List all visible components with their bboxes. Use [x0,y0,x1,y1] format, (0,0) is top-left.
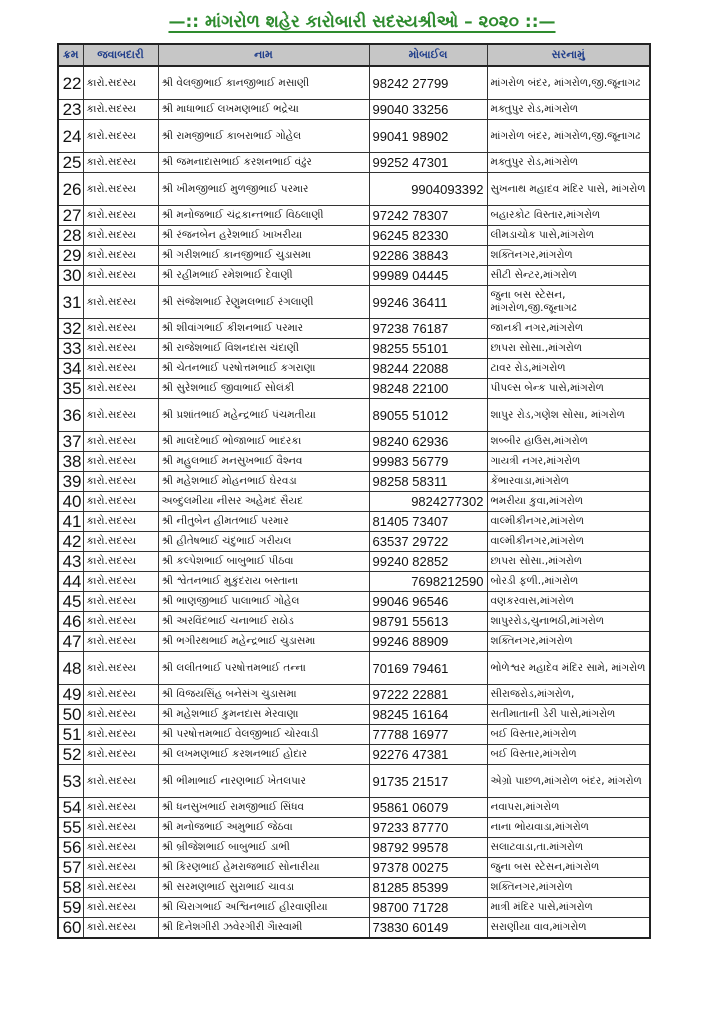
table-row [58,359,650,379]
row-number: 52 [58,745,83,765]
row-name: શ્રી હીતેષભાઈ ચંદુભાઈ ગરીયલ [158,532,369,552]
row-address: મક્તુપુર રોડ,માંગરોળ [487,100,650,120]
row-number: 56 [58,838,83,858]
table-row [58,572,650,592]
row-number: 26 [58,173,83,206]
row-number: 60 [58,918,83,939]
row-address: માંગરોળ બંદર, માંગરોળ,જી.જૂનાગઢ [487,120,650,153]
row-number: 30 [58,266,83,286]
row-address: નાના ભોયવાડા,માંગરોળ [487,818,650,838]
row-address: બઈ વિસ્તાર,માંગરોળ [487,745,650,765]
row-role: કારો.સદસ્ય [83,153,158,173]
row-address: શક્તિનગર,માંગરોળ [487,246,650,266]
row-address: ભોળેશ્વર મહાદેવ મંદિર સામે, માંગરોળ [487,652,650,685]
header-num: ક્રમ [58,44,83,66]
table-row [58,100,650,120]
row-number: 40 [58,492,83,512]
row-address: બોરડી ફળી.,માંગરોળ [487,572,650,592]
row-mobile: 98248 22100 [369,379,487,399]
table-row [58,798,650,818]
row-number: 25 [58,153,83,173]
row-name: શ્રી રાજેશભાઈ વિશનદાસ ચંદાણી [158,339,369,359]
row-address: માત્રી મંદિર પાસે,માંગરોળ [487,898,650,918]
table-row [58,472,650,492]
header-role: જવાબદારી [83,44,158,66]
row-mobile: 99041 98902 [369,120,487,153]
row-name: શ્રી નીતુબેન હીમતભાઈ પરમાર [158,512,369,532]
row-role: કારો.સદસ્ય [83,632,158,652]
table-row [58,592,650,612]
row-number: 54 [58,798,83,818]
row-name: શ્રી સરમણભાઈ સુરાભાઈ ચાવડા [158,878,369,898]
row-mobile: 95861 06079 [369,798,487,818]
row-name: શ્રી ધનસુખભાઈ રામજીભાઈ સિંધવ [158,798,369,818]
table-row [58,206,650,226]
row-role: કારો.સદસ્ય [83,552,158,572]
row-role: કારો.સદસ્ય [83,652,158,685]
row-mobile: 77788 16977 [369,725,487,745]
row-number: 43 [58,552,83,572]
row-number: 27 [58,206,83,226]
row-name: શ્રી રામજીભાઈ કાબરાભાઈ ગોહેલ [158,120,369,153]
row-role: કારો.સદસ્ય [83,432,158,452]
row-number: 28 [58,226,83,246]
row-address: છાપરા સોસા.,માંગરોળ [487,552,650,572]
row-mobile: 98258 58311 [369,472,487,492]
row-number: 37 [58,432,83,452]
row-mobile: 98700 71728 [369,898,487,918]
row-role: કારો.સદસ્ય [83,120,158,153]
row-number: 53 [58,765,83,798]
table-row [58,153,650,173]
row-role: કારો.સદસ્ય [83,359,158,379]
row-role: કારો.સદસ્ય [83,339,158,359]
row-number: 47 [58,632,83,652]
row-address: શબ્બીર હાઉસ,માંગરોળ [487,432,650,452]
row-mobile: 99246 36411 [369,286,487,319]
row-mobile: 97238 76187 [369,319,487,339]
row-address: લીમડાચોક પાસે,માંગરોળ [487,226,650,246]
row-address: ટાવર રોડ,માંગરોળ [487,359,650,379]
row-role: કારો.સદસ્ય [83,532,158,552]
header-address: સરનામું [487,44,650,66]
row-address: બહારકોટ વિસ્તાર,માંગરોળ [487,206,650,226]
row-mobile: 63537 29722 [369,532,487,552]
row-number: 32 [58,319,83,339]
row-role: કારો.સદસ્ય [83,878,158,898]
row-role: કારો.સદસ્ય [83,452,158,472]
row-number: 59 [58,898,83,918]
row-address: છાપરા સોસા.,માંગરોળ [487,339,650,359]
row-name: શ્રી રંજનબેન હરેશભાઈ ખાખરીયા [158,226,369,246]
row-mobile: 70169 79461 [369,652,487,685]
row-role: કારો.સદસ્ય [83,592,158,612]
row-name: શ્રી લલીતભાઈ પરષોત્તમભાઈ તન્ના [158,652,369,685]
row-number: 58 [58,878,83,898]
row-address: ભમરીયા કુવા,માંગરોળ [487,492,650,512]
row-number: 22 [58,66,83,100]
table-row [58,66,650,100]
table-row [58,685,650,705]
row-address: સીટી સેન્ટર,માંગરોળ [487,266,650,286]
table-row [58,452,650,472]
row-mobile: 99989 04445 [369,266,487,286]
row-number: 41 [58,512,83,532]
row-name: શ્રી અરવિંદભાઈ ચનાભાઈ રાઠોડ [158,612,369,632]
table-row [58,612,650,632]
row-address: સુખનાથ મહાદવ મંદિર પાસે, માંગરોળ [487,173,650,206]
row-number: 35 [58,379,83,399]
table-row [58,552,650,572]
table-row [58,725,650,745]
row-number: 29 [58,246,83,266]
row-name: શ્રી દિનેશગીરી ઝવેરગીરી ગૈાસ્વામી [158,918,369,939]
row-address: જાનકી નગર,માંગરોળ [487,319,650,339]
row-name: શ્રી માલદેભાઈ ભોજાભાઈ ભાદરકા [158,432,369,452]
row-number: 34 [58,359,83,379]
row-address: વાલ્મીકીનગર,માંગરોળ [487,532,650,552]
row-number: 33 [58,339,83,359]
row-name: શ્રી કિરણભાઈ હેમરાજભાઈ સોનારીયા [158,858,369,878]
row-mobile: 99046 96546 [369,592,487,612]
row-number: 42 [58,532,83,552]
table-row [58,246,650,266]
row-address: નવાપરા,માંગરોળ [487,798,650,818]
row-role: કારો.સદસ્ય [83,612,158,632]
row-name: શ્રી ચિરાગભાઈ અશ્વિનભાઈ હીરવાણીયા [158,898,369,918]
row-number: 48 [58,652,83,685]
row-number: 31 [58,286,83,319]
row-role: કારો.સદસ્ય [83,286,158,319]
row-name: શ્રી લખમણભાઈ કરશનભાઈ હોદાર [158,745,369,765]
row-mobile: 99246 88909 [369,632,487,652]
row-name: શ્રી મહેશભાઈ કુમનદાસ મેરવાણા [158,705,369,725]
row-name: શ્રી પ્રશાંતભાઈ મહેન્દ્રભાઈ પંચમતીયા [158,399,369,432]
table-body [58,66,650,938]
row-role: કારો.સદસ્ય [83,838,158,858]
row-mobile: 91735 21517 [369,765,487,798]
row-name: શ્રી રહીમભાઈ રમેશભાઈ દેવાણી [158,266,369,286]
row-role: કારો.સદસ્ય [83,798,158,818]
row-address: કેંભારવાડા,માંગરોળ [487,472,650,492]
row-role: કારો.સદસ્ય [83,705,158,725]
row-role: કારો.સદસ્ય [83,472,158,492]
row-role: કારો.સદસ્ય [83,100,158,120]
row-name: શ્રી ભીમાભાઈ નારણભાઈ ખેતલપાર [158,765,369,798]
row-name: શ્રી ખીમજીભાઈ મુળજીભાઈ પરમાર [158,173,369,206]
row-mobile: 99252 47301 [369,153,487,173]
row-mobile: 92286 38843 [369,246,487,266]
row-mobile: 98792 99578 [369,838,487,858]
row-address: વાલ્મીકીનગર,માંગરોળ [487,512,650,532]
row-number: 36 [58,399,83,432]
row-mobile: 81285 85399 [369,878,487,898]
table-row [58,838,650,858]
table-header-row [58,44,650,66]
table-row [58,705,650,725]
row-role: કારો.સદસ્ય [83,66,158,100]
row-address: શક્તિનગર,માંગરોળ [487,878,650,898]
row-role: કારો.સદસ્ય [83,572,158,592]
row-role: કારો.સદસ્ય [83,226,158,246]
row-mobile: 98791 55613 [369,612,487,632]
row-mobile: 98255 55101 [369,339,487,359]
row-address: શાપુરરોડ,ચુનાભઠી,માંગરોળ [487,612,650,632]
row-number: 51 [58,725,83,745]
header-name: નામ [158,44,369,66]
row-mobile: 81405 73407 [369,512,487,532]
row-mobile: 97378 00275 [369,858,487,878]
row-role: કારો.સદસ્ય [83,745,158,765]
row-mobile: 99983 56779 [369,452,487,472]
row-mobile: 9824277302 [369,492,487,512]
row-name: શ્રી સુરેશભાઈ જીવાભાઈ સોલંકી [158,379,369,399]
row-mobile: 97242 78307 [369,206,487,226]
row-mobile: 96245 82330 [369,226,487,246]
row-name: શ્રી સંજેશભાઈ રેણુમલભાઈ રંગલાણી [158,286,369,319]
row-name: શ્રી વેલજીભાઈ કાનજીભાઈ મસાણી [158,66,369,100]
row-number: 55 [58,818,83,838]
row-number: 46 [58,612,83,632]
table-row [58,858,650,878]
table-row [58,319,650,339]
row-number: 24 [58,120,83,153]
row-number: 23 [58,100,83,120]
row-address: સતીમાતાની ડેરી પાસે,માંગરોળ [487,705,650,725]
row-address: સલાટવાડા,તા.માંગરોળ [487,838,650,858]
row-role: કારો.સદસ્ય [83,898,158,918]
row-role: કારો.સદસ્ય [83,379,158,399]
row-mobile: 98242 27799 [369,66,487,100]
table-row [58,173,650,206]
members-table [57,43,651,939]
row-role: કારો.સદસ્ય [83,818,158,838]
row-name: શ્રી કલ્પેશભાઈ બાબુભાઈ પીઠવા [158,552,369,572]
row-name: શ્રી મનોજભાઈ ચંદ્રકાન્તભાઈ વિઠલાણી [158,206,369,226]
row-role: કારો.સદસ્ય [83,399,158,432]
table-row [58,266,650,286]
table-row [58,286,650,319]
row-mobile: 89055 51012 [369,399,487,432]
row-mobile: 7698212590 [369,572,487,592]
table-row [58,226,650,246]
row-mobile: 97222 22881 [369,685,487,705]
table-row [58,532,650,552]
row-address: સીરાજરોડ,માંગરોળ, [487,685,650,705]
table-row [58,432,650,452]
table-row [58,818,650,838]
row-name: શ્રી શ્વેતનભાઈ મુકુંદરાય બસ્તાના [158,572,369,592]
table-row [58,399,650,432]
row-name: શ્રી ભાણજીભાઈ પાલાભાઈ ગોહેલ [158,592,369,612]
row-mobile: 92276 47381 [369,745,487,765]
row-name: શ્રી ભગીરથભાઈ મહેન્દ્રભાઈ ચુડાસમા [158,632,369,652]
row-address: શાપુર રોડ,ગણેશ સોસા, માંગરોળ [487,399,650,432]
row-name: શ્રી મહેશભાઈ મોહનભાઈ ઘેરવડા [158,472,369,492]
row-address: એગ્રો પાછળ,માંગરોળ બંદર, માંગરોળ [487,765,650,798]
row-role: કારો.સદસ્ય [83,858,158,878]
row-role: કારો.સદસ્ય [83,512,158,532]
page-title: —:: માંગરોળ શહેર કારોબારી સદસ્યશ્રીઓ – ૨૦૨૦ ::— [168,12,556,32]
row-name: શ્રી ચેતનભાઈ પરષોત્તમભાઈ કગરાણા [158,359,369,379]
row-role: કારો.સદસ્ય [83,685,158,705]
row-number: 45 [58,592,83,612]
header-mobile: મોબાઈલ [369,44,487,66]
table-row [58,898,650,918]
row-address: જુના બસ સ્ટેસન,માંગરોળ [487,858,650,878]
table-row [58,765,650,798]
row-address: પીપલ્સ બેન્ક પાસે,માંગરોળ [487,379,650,399]
row-mobile: 9904093392 [369,173,487,206]
row-mobile: 98244 22088 [369,359,487,379]
row-name: શ્રી માધાભાઈ લખમણભાઈ ભદ્રેચા [158,100,369,120]
row-number: 39 [58,472,83,492]
row-name: શ્રી મહુલભાઈ મનસુખભાઈ વૈશ્નવ [158,452,369,472]
row-role: કારો.સદસ્ય [83,765,158,798]
table-row [58,492,650,512]
row-role: કારો.સદસ્ય [83,173,158,206]
row-role: કારો.સદસ્ય [83,266,158,286]
row-address: સરાણીયા વાવ,માંગરોળ [487,918,650,939]
table-row [58,632,650,652]
row-number: 49 [58,685,83,705]
row-number: 50 [58,705,83,725]
row-mobile: 98245 16164 [369,705,487,725]
row-address: શક્તિનગર,માંગરોળ [487,632,650,652]
row-mobile: 73830 60149 [369,918,487,939]
row-role: કારો.સદસ્ય [83,246,158,266]
row-name: અબ્દુલમીયા નીસર અહેમદ સૈયદ [158,492,369,512]
row-mobile: 99240 82852 [369,552,487,572]
row-name: શ્રી બ્રીજેશભાઈ બાબુભાઈ ડાભી [158,838,369,858]
table-row [58,120,650,153]
row-name: શ્રી જમનાદાસભાઈ કરશનભાઈ વંઢુંર [158,153,369,173]
table-row [58,918,650,939]
row-role: કારો.સદસ્ય [83,319,158,339]
row-address: જુના બસ સ્ટેસન, માંગરોળ,જી.જૂનાગઢ [487,286,650,319]
row-role: કારો.સદસ્ય [83,206,158,226]
row-name: શ્રી વિજયસિંહ બનેસંગ ચુડાસમા [158,685,369,705]
row-name: શ્રી પરષોત્તમભાઈ વેલજીભાઈ ચોરવાડી [158,725,369,745]
row-name: શ્રી શીવાંગભાઈ કીશનભાઈ પરમાર [158,319,369,339]
table-row [58,379,650,399]
row-number: 38 [58,452,83,472]
row-address: બઈ વિસ્તાર,માંગરોળ [487,725,650,745]
row-name: શ્રી મનોજભાઈ અમુભાઈ જેઠવા [158,818,369,838]
row-address: મક્તુપુર રોડ,માંગરોળ [487,153,650,173]
row-role: કારો.સદસ્ય [83,918,158,939]
row-address: માંગરોળ બંદર, માંગરોળ,જી.જૂનાગઢ [487,66,650,100]
row-role: કારો.સદસ્ય [83,725,158,745]
row-role: કારો.સદસ્ય [83,492,158,512]
row-mobile: 98240 62936 [369,432,487,452]
table-row [58,339,650,359]
row-mobile: 97233 87770 [369,818,487,838]
row-number: 44 [58,572,83,592]
row-name: શ્રી ગરીશભાઈ કાનજીભાઈ ચુડાસમા [158,246,369,266]
row-address: ગાયત્રી નગર,માંગરોળ [487,452,650,472]
table-row [58,652,650,685]
row-number: 57 [58,858,83,878]
row-mobile: 99040 33256 [369,100,487,120]
table-row [58,512,650,532]
table-row [58,878,650,898]
row-address: વણકરવાસ,માંગરોળ [487,592,650,612]
table-row [58,745,650,765]
